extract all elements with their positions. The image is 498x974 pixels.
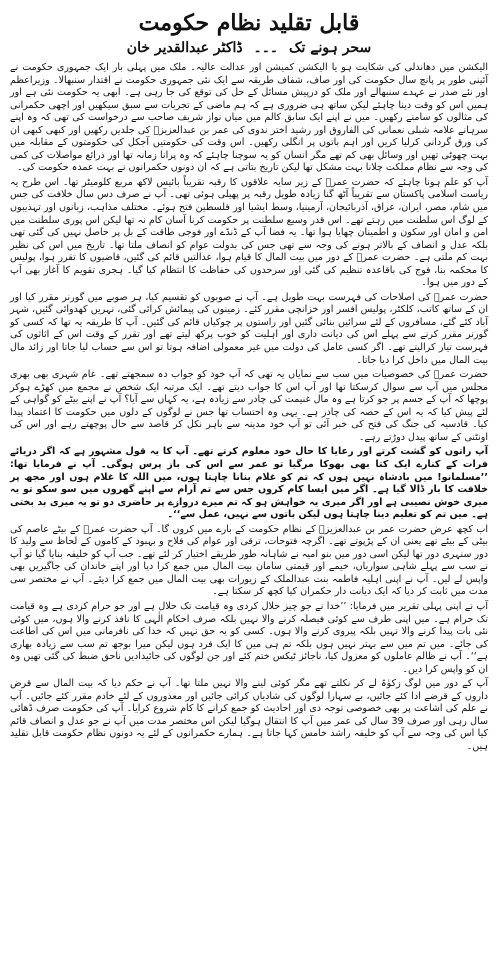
column-name: سحر ہونے تک [288, 40, 372, 56]
article-body [10, 62, 488, 754]
article-byline [10, 38, 488, 58]
article-paragraph: آپ کے دور میں لوگ زکوٰۃ لے کر نکلتے تھے مگر کوئی لینے والا نہیں ملتا تھا۔ آپ نے حکم دیا کہ بیت المال سے قرض داروں کے قرضے ادا کئے جائیں، بے سہارا لوگوں کی شادیاں کرائی جائیں اور معذوروں کے لئے خادم مقرر کئے جائیں۔ آپ نے علم کی اشاعت پر بھی خصوصی توجہ دی اور احادیث کو جمع کرانے کا کام شروع کرایا۔ آپ کی حکومت صرف ڈھائی سال رہی اور صرف 39 سال کی عمر میں آپ کا انتقال ہوگیا لیکن اس مختصر مدت میں آپ نے جو عدل و انصاف قائم کیا اس کی وجہ سے آپ کو خلیفہ راشد خامس کہا جاتا ہے۔ ہمارے حکمرانوں کے لئے یہ دونوں نظام حکومت قابل تقلید ہیں۔ [10, 678, 488, 752]
author-name: ڈاکٹر عبدالقدیر خان [126, 40, 243, 56]
article-paragraph: آپ کو علم ہونا چاہئے کہ حضرت عمرؓ کے زیر سایہ علاقوں کا رقبہ تقریباً بائیس لاکھ مربع کلومیٹر تھا۔ اس طرح یہ ریاست اسلامی پاکستان سے تقریباً آٹھ گنا زیادہ طویل رقبہ پر پھیلی ہوئی تھی۔ آپ نے صرف دس سال خلافت کی جس میں شام، مصر، ایران، عراق، آذربائیجان، آرمینیا، وسط ایشیا اور فلسطین فتح ہوئے۔ مختلف مذاہب، زبانوں اور تہذیبوں کے لوگ اس سلطنت میں رہتے تھے۔ اس قدر وسیع سلطنت پر حکومت کرنا آسان کام نہ تھا لیکن اس پوری سلطنت میں امن و امان اور سکون و اطمینان چھایا ہوا تھا۔ یہ فضا آپ کے ڈنڈے اور فوجی طاقت کے بل پر حاصل نہیں کی گئی تھی بلکہ عدل و انصاف کے بالاتر ہونے کی وجہ سے تھی جس کی بدولت عوام کو انصاف ملتا تھا۔ تاریخ میں اس کی نظیر بہت کم ملتی ہے۔ حضرت عمرؓ کے دور میں بیت المال کا قیام ہوا، عدالتیں قائم کی گئیں، قاضیوں کا تقرر ہوا، پولیس کا محکمہ بنا، فوج کی باقاعدہ تنظیم کی گئی اور سرحدوں کی حفاظت کا انتظام کیا گیا۔ ہجری تقویم کا آغاز بھی آپ کے دور میں ہوا۔ [10, 176, 488, 289]
article-paragraph: اب کچھ عرض حضرت عمر بن عبدالعزیزؒ کے نظام حکومت کے بارے میں کروں گا۔ آپ حضرت عمرؓ کے بیٹے عاصم کی بیٹی کے بیٹے تھے یعنی ان کے پڑپوتے تھے۔ اگرچہ فتوحات، ترقی اور عوام کی فلاح و بہبود کے کاموں کے لحاظ سے ولید کا دور سنہری دور تھا لیکن اسی دور میں بنو امیہ نے شاہانہ طور طریقے اختیار کر لئے تھے۔ جب آپ کو خلیفہ بنایا گیا تو آپ نے سب سے پہلے شاہی سواریاں، خیمے اور قیمتی سامان بیت المال میں جمع کرا دیا اور اپنے خاندان کی جاگیریں بھی واپس لے لیں۔ آپ نے اپنی اہلیہ فاطمہ بنت عبدالملک کے زیورات بھی بیت المال میں جمع کرا دیئے۔ آپ نے مختصر سی مدت میں ثابت کر دیا کہ ایک دیانت دار حکمران کیا کچھ کر سکتا ہے۔ [10, 523, 488, 598]
article-title: قابل تقلید نظام حکومت [138, 10, 360, 36]
byline-separator: ۔۔۔ [253, 40, 279, 56]
article-paragraph: حضرت عمرؓ کی خصوصیات میں سب سے نمایاں یہ تھی کہ آپ خود کو جواب دہ سمجھتے تھے۔ عام شہری بھی بھری مجلس میں آپ سے سوال کرسکتا تھا اور آپ اس کا جواب دیتے تھے۔ ایک مرتبہ ایک شخص نے مجمع میں کھڑے ہوکر پوچھا کہ آپ کے جسم پر جو کرتا ہے وہ مال غنیمت کی چادر سے زیادہ ہے، یہ کہاں سے آیا؟ آپ نے اپنے بیٹے کو گواہی کے لئے پیش کیا کہ یہ اس کے حصہ کی چادر ہے۔ یہی وہ احتساب تھا جس نے لوگوں کے دلوں میں حکومت کا اعتماد پیدا کیا۔ قادسیہ کی جنگ کی فتح کی خبر آئی تو آپ خود مدینہ سے باہر نکل کر قاصد سے حال پوچھتے رہے اور اس کی اونٹنی کے ساتھ پیدل دوڑتے رہے۔ [10, 369, 488, 443]
article-paragraph: حضرت عمرؓ کی اصلاحات کی فہرست بہت طویل ہے۔ آپ نے صوبوں کو تقسیم کیا، ہر صوبے میں گورنر مقرر کیا اور ان کے ساتھ کاتب، کلکٹر، پولیس افسر اور خزانچی مقرر کئے۔ زمینوں کی پیمائش کرائی گئی، نہریں کھدوائی گئیں، شہر آباد کئے گئے، مسافروں کے لئے سرائیں بنائی گئیں اور راستوں پر چوکیاں قائم کی گئیں۔ آپ کا طریقہ یہ تھا کہ کسی کو گورنر مقرر کرنے سے پہلے اس کی دیانت داری اور اہلیت کو خوب پرکھ لیتے تھے اور تقرر کے وقت اس کے اثاثوں کی فہرست تیار کرالیتے تھے۔ اگر کسی عامل کی دولت میں غیر معمولی اضافہ ہوتا تو اس سے حساب لیا جاتا اور زائد مال بیت المال میں داخل کرا دیا جاتا۔ [10, 291, 488, 366]
article-paragraph: الیکشن میں دھاندلی کی شکایت ہو یا الیکشن کمیشن اور عدالت عالیہ۔ ملک میں پہلی بار ایک جمہوری حکومت نے آئینی طور پر پانچ سال حکومت کی اور صاف، شفاف طریقہ سے ایک نئی جمہوری حکومت نے اقتدار سنبھالا۔ وزیراعظم اور نئے صدر نے عہدے سنبھالے اور ملک کو درپیش مسائل کے حل کی توقع کی جا رہی ہے۔ ابھی یہ حکومت نئی ہے اور ہمیں اس کو وقت دینا چاہئے لیکن ساتھ ہی ضروری ہے کہ ہم ماضی کے تجربات سے سبق سیکھیں اور اچھی حکمرانی کی مثالوں کو سامنے رکھیں۔ میں نے اپنے ایک سابق کالم میں میاں نواز شریف صاحب سے درخواست کی تھی کہ وہ اپنے سرہانے علامہ شبلی نعمانی کی الفاروق اور رشید اختر ندوی کی عمر بن عبدالعزیزؒ کی جلدیں رکھیں اور کبھی کبھی ان کی ورق گردانی کرلیا کریں اور اہم باتوں پر انگلی رکھیں۔ اس وقت کی حکومتیں آجکل کی حکومتوں کے مقابلہ میں بہت چھوٹی تھیں اور وسائل بھی کم تھے مگر انسان کو یہ سوچنا چاہئے کہ وہ پرانا زمانہ تھا اور ذرائع مواصلات کی کمی کی وجہ سے نظام مملکت چلانا بہت مشکل تھا لیکن تاریخ بتاتی ہے کہ ان دونوں حکمرانوں نے بہت عمدہ حکومت کی۔ [10, 62, 488, 174]
article-paragraph: آپ نے اپنی پہلی تقریر میں فرمایا: ’’خدا نے جو چیز حلال کردی وہ قیامت تک حلال ہے اور جو حرام کردی ہے وہ قیامت تک حرام ہے۔ میں اپنی طرف سے کوئی فیصلہ کرنے والا نہیں بلکہ صرف احکام الٰہی کا نافذ کرنے والا ہوں، میں کوئی نئی بات پیدا کرنے والا نہیں بلکہ پیروی کرنے والا ہوں۔ کسی کو یہ حق نہیں کہ خدا کی نافرمانی میں اس کی اطاعت کی جائے۔ میں تم میں سے بہتر نہیں ہوں بلکہ تم ہی میں کا ایک فرد ہوں لیکن میرا بوجھ تم سب سے زیادہ بھاری ہے‘‘۔ آپ نے ظالم عاملوں کو معزول کیا، ناجائز ٹیکس ختم کئے اور جن لوگوں کی جائیدادیں ناحق ضبط کی گئی تھیں وہ ان کو واپس کرا دیں۔ [10, 600, 488, 675]
article-paragraph: آپ راتوں کو گشت کرتے اور رعایا کا حال خود معلوم کرتے تھے۔ آپ کا یہ قول مشہور ہے کہ اگر دریائے فرات کے کنارے ایک کتا بھی بھوکا مرگیا تو عمر سے اس کی باز پرس ہوگی۔ آپ نے فرمایا تھا: ’’مسلمانو! میں بادشاہ نہیں ہوں کہ تم کو غلام بنانا چاہتا ہوں، میں اللہ کا غلام ہوں اور مجھ پر خلافت کا بار ڈالا گیا ہے۔ اگر میں ایسا کام کروں جس سے تم آرام سے اپنے گھروں میں سو سکو تو یہ میری خوش نصیبی ہے اور اگر میری یہ خواہش ہو کہ تم میرے دروازے پر حاضری دو تو یہ میری بد بختی ہے۔ میں تم کو تعلیم دینا چاہتا ہوں لیکن باتوں سے نہیں، عمل سے‘‘۔ [10, 446, 488, 521]
